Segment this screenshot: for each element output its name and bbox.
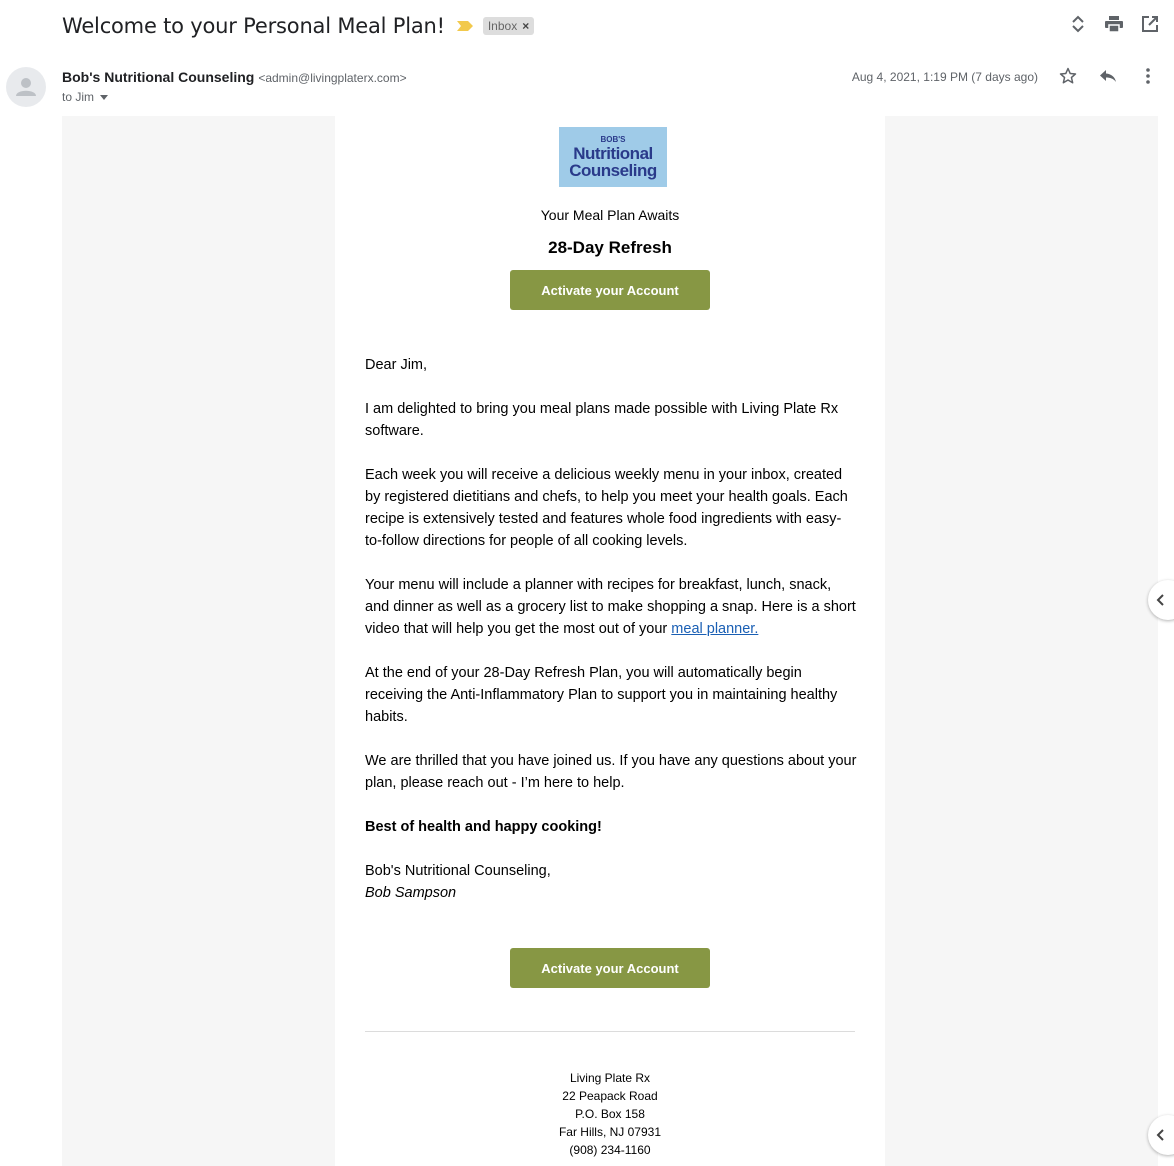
paragraph-1: I am delighted to bring you meal plans made possible with Living Plate Rx software. — [365, 401, 839, 439]
email-message — [365, 354, 857, 926]
company-logo — [559, 127, 667, 187]
activate-account-button-bottom[interactable]: Activate your Account — [510, 948, 710, 988]
sender-email: <admin@livingplaterx.com> — [258, 71, 407, 85]
inbox-label[interactable] — [483, 17, 534, 35]
more-options-icon[interactable] — [1138, 66, 1158, 86]
remove-label-icon[interactable]: × — [522, 19, 530, 33]
signature-name: Bob Sampson — [365, 885, 457, 901]
paragraph-4: At the end of your 28-Day Refresh Plan, you will automatically begin receiving the Anti-Inflammatory Plan to support you in maintaining healthy habits. — [365, 665, 838, 725]
chevron-left-icon — [1156, 594, 1166, 606]
activate-account-button[interactable]: Activate your Account — [510, 270, 710, 310]
star-icon[interactable] — [1058, 66, 1078, 86]
meal-planner-link[interactable]: meal planner. — [671, 621, 759, 637]
greeting: Dear Jim, — [365, 357, 428, 373]
paragraph-3 — [365, 574, 857, 640]
show-details-chevron-icon[interactable] — [100, 95, 108, 100]
logo-line-2: Counseling — [569, 160, 657, 180]
paragraph-5: We are thrilled that you have joined us. If you have any questions about your plan, please reach out - I’m here to help. — [365, 753, 857, 791]
chevron-left-icon — [1156, 1129, 1166, 1141]
reply-icon[interactable] — [1098, 66, 1118, 86]
subject-row — [62, 8, 534, 44]
sender-name[interactable]: Bob's Nutritional Counseling — [62, 69, 255, 85]
email-content — [335, 116, 885, 1166]
email-subject: Welcome to your Personal Meal Plan! — [62, 14, 445, 38]
footer-po-box: P.O. Box 158 — [575, 1107, 645, 1121]
message-date: Aug 4, 2021, 1:19 PM (7 days ago) — [851, 70, 1038, 84]
thread-actions — [1068, 14, 1160, 34]
paragraph-3-text: Your menu will include a planner with recipes for breakfast, lunch, snack, and dinner as well as a grocery list to make shopping a snap. Here is a short video that will help you get the most out of your — [365, 577, 856, 637]
message-actions — [1058, 66, 1158, 86]
recipient-details[interactable] — [62, 90, 108, 104]
inbox-label-text: Inbox — [487, 19, 518, 33]
open-in-new-window-icon[interactable] — [1140, 14, 1160, 34]
logo-small-text: BOB'S — [600, 134, 626, 144]
plan-name: 28-Day Refresh — [548, 238, 672, 257]
closing-line: Best of health and happy cooking! — [365, 819, 602, 835]
footer-city: Far Hills, NJ 07931 — [558, 1125, 662, 1139]
print-icon[interactable] — [1104, 14, 1124, 34]
signature-org: Bob's Nutritional Counseling, — [365, 863, 551, 879]
footer-street: 22 Peapack Road — [562, 1089, 658, 1103]
expand-all-icon[interactable] — [1068, 14, 1088, 34]
sender-avatar[interactable] — [6, 67, 46, 107]
meal-plan-awaits: Your Meal Plan Awaits — [540, 207, 680, 223]
paragraph-2: Each week you will receive a delicious weekly menu in your inbox, created by registered dietitians and chefs, to help you meet your health goals. Each recipe is extensively tested and features whole food ingredients with easy-to-follow directions for people of all cooking levels. — [365, 467, 848, 549]
footer-company: Living Plate Rx — [569, 1071, 651, 1085]
footer-divider — [365, 1031, 855, 1032]
sender-line — [62, 69, 407, 85]
recipient-text: to Jim — [62, 90, 95, 104]
importance-marker-icon[interactable] — [457, 21, 473, 31]
company-address — [335, 1069, 885, 1159]
logo-line-1: Nutritional — [573, 143, 653, 163]
footer-phone: (908) 234-1160 — [569, 1143, 651, 1157]
signature — [365, 860, 857, 904]
